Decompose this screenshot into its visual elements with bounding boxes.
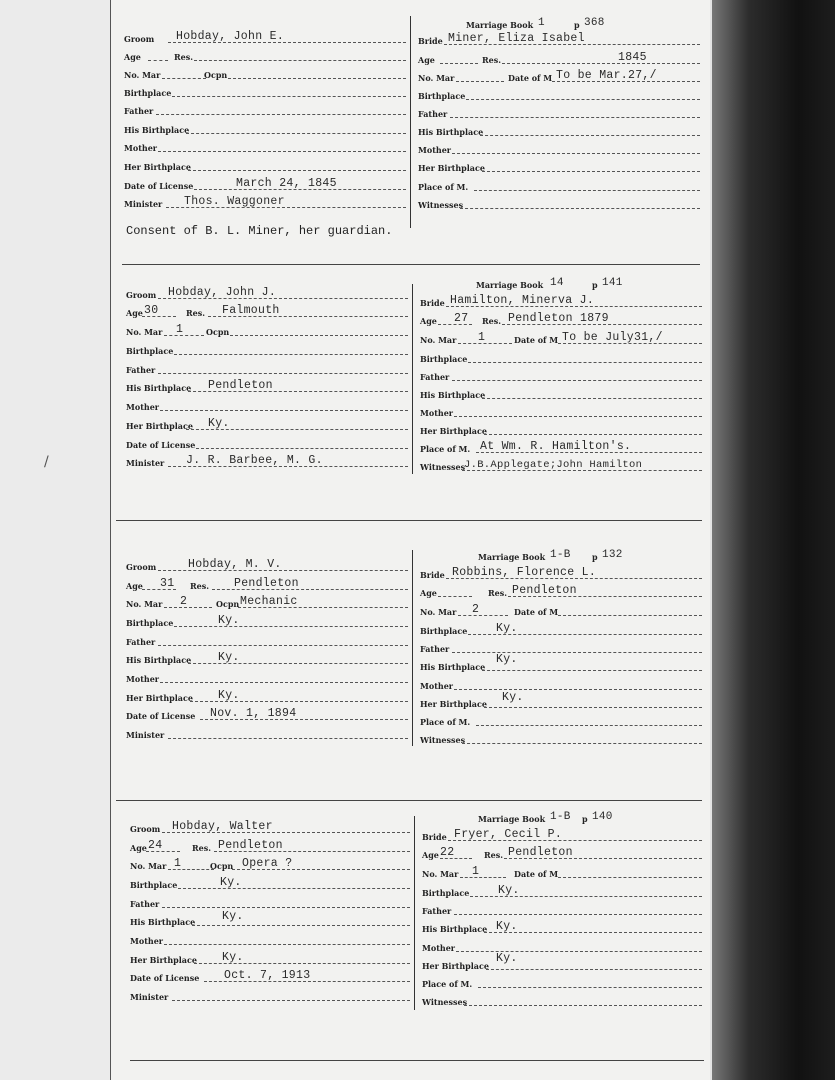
bride-her-birthplace-row: [418, 422, 702, 438]
bride-age: 27: [454, 312, 469, 325]
birthplace-label: Birthplace: [418, 91, 466, 101]
res-label: Res.: [190, 581, 210, 591]
bride-date-of-m: To be Mar.27,/: [556, 69, 657, 82]
her-birthplace-label: Her Birthplace: [418, 163, 485, 173]
father-label: Father: [126, 637, 156, 647]
groom-license-date: March 24, 1845: [236, 177, 337, 190]
book-number: 1-B: [550, 549, 571, 561]
father-label: Father: [126, 365, 156, 375]
witnesses-label: Witnesses: [420, 735, 466, 745]
mother-label: Mother: [130, 936, 164, 946]
his-birthplace-label: His Birthplace: [422, 924, 488, 934]
bride-row: [416, 32, 700, 48]
marriage-book-label: Marriage Book: [478, 814, 546, 824]
bride-age: 22: [440, 846, 455, 859]
bride-his-birthplace: Ky.: [496, 653, 518, 666]
bride-name: Fryer, Cecil P.: [454, 828, 563, 841]
res-label: Res.: [484, 850, 504, 860]
father-label: Father: [422, 906, 452, 916]
license-label: Date of License: [124, 181, 194, 191]
mother-row: [122, 139, 406, 155]
mother-label: Mother: [420, 408, 454, 418]
witnesses-row: [418, 731, 702, 747]
bride-name: Miner, Eliza Isabel: [448, 32, 585, 45]
marriage-record-card: [122, 14, 702, 259]
license-label: Date of License: [126, 711, 196, 721]
bride-mother-row: [418, 677, 702, 693]
bride-birthplace: Ky.: [498, 884, 520, 897]
book-number: 1: [538, 17, 545, 29]
groom-his-birthplace: Pendleton: [208, 379, 273, 392]
groom-her-birthplace: Ky.: [222, 951, 244, 964]
date-of-m-label: Date of M: [514, 335, 559, 345]
bride-birthplace-row: [416, 87, 700, 103]
father-label: Father: [420, 644, 450, 654]
father-label: Father: [124, 106, 154, 116]
page-label: p: [574, 20, 580, 30]
mother-row: [124, 398, 408, 414]
mother-label: Mother: [420, 681, 454, 691]
mar-ocpn-row: [124, 595, 408, 611]
age-label: Age: [418, 55, 435, 65]
record-separator: [116, 800, 702, 801]
bride-mar-row: [418, 331, 702, 347]
age-label: Age: [124, 52, 141, 62]
place-row: [416, 178, 700, 194]
bride-his-birthplace-row: [418, 386, 702, 402]
mother-label: Mother: [418, 145, 452, 155]
bride-his-birthplace: Ky.: [496, 920, 518, 933]
her-birthplace-label: Her Birthplace: [130, 955, 197, 965]
age-res-row: [124, 577, 408, 593]
book-number: 1-B: [550, 811, 571, 823]
his-birthplace-label: His Birthplace: [126, 383, 192, 393]
his-birthplace-label: His Birthplace: [130, 917, 196, 927]
sheet-left-edge: [110, 0, 111, 1080]
license-label: Date of License: [126, 440, 196, 450]
bride-label: Bride: [420, 298, 445, 308]
bride-father-row: [420, 902, 702, 918]
bride-label: Bride: [422, 832, 447, 842]
father-row: [124, 361, 408, 377]
birthplace-label: Birthplace: [420, 626, 468, 636]
no-mar-label: No. Mar: [418, 73, 455, 83]
license-row: [122, 177, 406, 193]
no-mar-label: No. Mar: [420, 607, 457, 617]
film-edge: [712, 0, 835, 1080]
age-res-row: [128, 839, 410, 855]
bride-no-mar: 2: [472, 603, 480, 616]
bride-mar-row: [416, 69, 700, 85]
minister-row: [124, 726, 408, 742]
bride-witnesses: J.B.Applegate;John Hamilton: [464, 459, 643, 471]
his-birthplace-row: [124, 651, 408, 667]
bride-her-birthplace: Ky.: [496, 952, 518, 965]
bride-mother-row: [418, 404, 702, 420]
place-row: [418, 713, 702, 729]
groom-license-date: Oct. 7, 1913: [224, 969, 311, 982]
birthplace-label: Birthplace: [422, 888, 470, 898]
witnesses-label: Witnesses: [418, 200, 464, 210]
her-birthplace-label: Her Birthplace: [420, 426, 487, 436]
groom-ocpn: Mechanic: [240, 595, 298, 608]
birthplace-label: Birthplace: [420, 354, 468, 364]
bride-row: [418, 566, 702, 582]
groom-res: Falmouth: [222, 304, 280, 317]
bride-his-birthplace-row: [420, 920, 702, 936]
no-mar-label: No. Mar: [420, 335, 457, 345]
bride-father-row: [418, 368, 702, 384]
book-row: [420, 810, 702, 826]
bride-mar-row: [418, 603, 702, 619]
witnesses-label: Witnesses: [420, 462, 466, 472]
groom-her-birthplace: Ky.: [218, 689, 240, 702]
card-divider: [412, 284, 413, 474]
no-mar-label: No. Mar: [422, 869, 459, 879]
bride-age-res-row: [420, 846, 702, 862]
bride-her-birthplace: Ky.: [502, 691, 524, 704]
groom-label: Groom: [130, 824, 161, 834]
bride-row: [420, 828, 702, 844]
groom-row: [122, 30, 406, 46]
birthplace-label: Birthplace: [126, 618, 174, 628]
groom-age: 30: [144, 304, 159, 317]
bride-birthplace: Ky.: [496, 622, 518, 635]
marriage-book-label: Marriage Book: [466, 20, 534, 30]
mother-row: [128, 932, 410, 948]
bride-birthplace-row: [420, 884, 702, 900]
bride-mar-row: [420, 865, 702, 881]
her-birthplace-label: Her Birthplace: [126, 421, 193, 431]
bride-her-birthplace-row: [420, 952, 702, 973]
marriage-record-card: [124, 272, 704, 482]
bride-label: Bride: [420, 570, 445, 580]
groom-birthplace: Ky.: [218, 614, 240, 627]
age-label: Age: [420, 316, 437, 326]
father-label: Father: [420, 372, 450, 382]
witnesses-row: [416, 196, 700, 212]
record-note: Consent of B. L. Miner, her guardian.: [126, 224, 393, 238]
license-row: [124, 707, 408, 723]
her-birthplace-row: [128, 951, 410, 967]
res-label: Res.: [488, 588, 508, 598]
groom-row: [124, 558, 408, 574]
bride-age-res-row: [418, 584, 702, 600]
card-divider: [414, 816, 415, 1010]
minister-row: [124, 454, 408, 470]
mother-label: Mother: [422, 943, 456, 953]
her-birthplace-row: [122, 158, 406, 174]
mother-label: Mother: [126, 402, 160, 412]
age-res-row: [124, 304, 408, 320]
minister-row: [128, 988, 410, 1004]
place-row: [420, 975, 702, 991]
age-label: Age: [126, 308, 143, 318]
book-number: 14: [550, 277, 564, 289]
place-of-m-label: Place of M.: [418, 182, 469, 192]
age-label: Age: [126, 581, 143, 591]
no-mar-label: No. Mar: [126, 327, 163, 337]
book-row: [416, 16, 700, 32]
birthplace-row: [124, 342, 408, 358]
bride-father-row: [418, 640, 702, 656]
groom-no-mar: 1: [174, 857, 182, 870]
her-birthplace-label: Her Birthplace: [420, 699, 487, 709]
his-birthplace-label: His Birthplace: [420, 662, 486, 672]
bride-age-res-row: [418, 312, 702, 328]
his-birthplace-label: His Birthplace: [418, 127, 484, 137]
book-row: [418, 276, 702, 292]
bride-row: [418, 294, 702, 310]
his-birthplace-row: [124, 379, 408, 395]
groom-license-date: Nov. 1, 1894: [210, 707, 297, 720]
no-mar-label: No. Mar: [130, 861, 167, 871]
groom-birthplace: Ky.: [220, 876, 242, 889]
his-birthplace-row: [122, 121, 406, 137]
groom-label: Groom: [126, 562, 157, 572]
groom-name: Hobday, John E.: [176, 30, 285, 43]
birthplace-label: Birthplace: [124, 88, 172, 98]
mar-ocpn-row: [128, 857, 410, 873]
her-birthplace-label: Her Birthplace: [124, 162, 191, 172]
mar-ocpn-row: [124, 323, 408, 339]
bride-res: Pendleton 1879: [508, 312, 609, 325]
page-label: p: [592, 280, 598, 290]
license-row: [128, 969, 410, 985]
his-birthplace-label: His Birthplace: [124, 125, 190, 135]
bride-res: Pendleton: [512, 584, 577, 597]
groom-name: Hobday, Walter: [172, 820, 273, 833]
age-label: Age: [420, 588, 437, 598]
license-row: [124, 436, 408, 452]
his-birthplace-row: [128, 910, 410, 929]
record-separator: [116, 520, 702, 521]
minister-label: Minister: [124, 199, 163, 209]
groom-her-birthplace: Ky.: [208, 417, 230, 430]
birthplace-label: Birthplace: [130, 880, 178, 890]
father-row: [128, 895, 410, 911]
minister-label: Minister: [130, 992, 169, 1002]
bride-res: Pendleton: [508, 846, 573, 859]
mother-label: Mother: [126, 674, 160, 684]
his-birthplace-label: His Birthplace: [126, 655, 192, 665]
groom-label: Groom: [124, 34, 155, 44]
groom-no-mar: 1: [176, 323, 184, 336]
groom-age: 24: [148, 839, 163, 852]
bride-his-birthplace-row: [418, 653, 702, 674]
father-row: [124, 633, 408, 649]
mother-row: [124, 670, 408, 686]
father-label: Father: [130, 899, 160, 909]
marriage-record-card: [128, 806, 708, 1011]
ocpn-label: Ocpn: [204, 70, 228, 80]
groom-minister: J. R. Barbee, M. G.: [186, 454, 323, 467]
bride-label: Bride: [418, 36, 443, 46]
groom-name: Hobday, M. V.: [188, 558, 282, 571]
mar-ocpn-row: [122, 66, 406, 82]
bride-no-mar: 1: [472, 865, 480, 878]
place-row: [418, 440, 702, 456]
page-number: 141: [602, 277, 623, 289]
ocpn-label: Ocpn: [206, 327, 230, 337]
no-mar-label: No. Mar: [124, 70, 161, 80]
bride-no-mar: 1: [478, 331, 486, 344]
bride-birthplace-row: [418, 350, 702, 366]
her-birthplace-row: [124, 689, 408, 705]
marriage-book-label: Marriage Book: [478, 552, 546, 562]
groom-his-birthplace: Ky.: [222, 910, 244, 923]
card-divider: [410, 16, 411, 228]
res-label: Res.: [482, 55, 502, 65]
ocpn-label: Ocpn: [216, 599, 240, 609]
bride-birthplace-row: [418, 622, 702, 638]
place-of-m-label: Place of M.: [420, 717, 471, 727]
witnesses-row: [418, 458, 702, 474]
bride-mother-row: [420, 939, 702, 955]
date-of-m-label: Date of M: [514, 869, 559, 879]
witnesses-row: [420, 993, 702, 1009]
left-margin: [0, 0, 110, 1080]
no-mar-label: No. Mar: [126, 599, 163, 609]
date-of-m-label: Date of M: [508, 73, 553, 83]
bride-her-birthplace-row: [418, 691, 702, 711]
bride-mother-row: [416, 141, 700, 157]
birthplace-row: [122, 84, 406, 100]
minister-row: [122, 195, 406, 211]
bride-name: Robbins, Florence L.: [452, 566, 597, 579]
ocpn-label: Ocpn: [210, 861, 234, 871]
record-separator: [122, 264, 700, 265]
page-number: 132: [602, 549, 623, 561]
groom-res: Pendleton: [234, 577, 299, 590]
age-label: Age: [422, 850, 439, 860]
groom-minister: Thos. Waggoner: [184, 195, 285, 208]
groom-ocpn: Opera ?: [242, 857, 293, 870]
birthplace-row: [128, 876, 410, 892]
her-birthplace-label: Her Birthplace: [422, 961, 489, 971]
page-number: 368: [584, 17, 605, 29]
groom-his-birthplace: Ky.: [218, 651, 240, 664]
groom-label: Groom: [126, 290, 157, 300]
age-label: Age: [130, 843, 147, 853]
mother-label: Mother: [124, 143, 158, 153]
groom-res: Pendleton: [218, 839, 283, 852]
bride-her-birthplace-row: [416, 159, 700, 175]
res-label: Res.: [482, 316, 502, 326]
bride-age-res-row: [416, 51, 700, 67]
groom-age: 31: [160, 577, 175, 590]
bride-father-row: [416, 105, 700, 121]
place-of-m-label: Place of M.: [420, 444, 471, 454]
res-label: Res.: [174, 52, 194, 62]
margin-mark: /: [44, 454, 49, 470]
his-birthplace-label: His Birthplace: [420, 390, 486, 400]
father-label: Father: [418, 109, 448, 119]
bride-his-birthplace-row: [416, 123, 700, 139]
record-separator: [130, 1060, 704, 1061]
her-birthplace-label: Her Birthplace: [126, 693, 193, 703]
witnesses-label: Witnesses: [422, 997, 468, 1007]
place-of-m-label: Place of M.: [422, 979, 473, 989]
res-label: Res.: [186, 308, 206, 318]
birthplace-row: [124, 614, 408, 630]
minister-label: Minister: [126, 730, 165, 740]
birthplace-label: Birthplace: [126, 346, 174, 356]
page-label: p: [592, 552, 598, 562]
bride-name: Hamilton, Minerva J.: [450, 294, 595, 307]
date-of-m-label: Date of M: [514, 607, 559, 617]
marriage-record-card: [124, 544, 704, 749]
book-row: [418, 548, 702, 564]
groom-no-mar: 2: [180, 595, 188, 608]
res-label: Res.: [192, 843, 212, 853]
card-divider: [412, 550, 413, 746]
age-res-row: [122, 48, 406, 64]
bride-res: 1845: [618, 51, 647, 64]
minister-label: Minister: [126, 458, 165, 468]
page-label: p: [582, 814, 588, 824]
bride-place-of-m: At Wm. R. Hamilton's.: [480, 440, 632, 453]
her-birthplace-row: [124, 417, 408, 433]
license-label: Date of License: [130, 973, 200, 983]
bride-date-of-m: To be July31,/: [562, 331, 663, 344]
groom-row: [124, 286, 408, 302]
groom-name: Hobday, John J.: [168, 286, 277, 299]
page-number: 140: [592, 811, 613, 823]
father-row: [122, 102, 406, 118]
marriage-book-label: Marriage Book: [476, 280, 544, 290]
groom-row: [128, 820, 410, 836]
